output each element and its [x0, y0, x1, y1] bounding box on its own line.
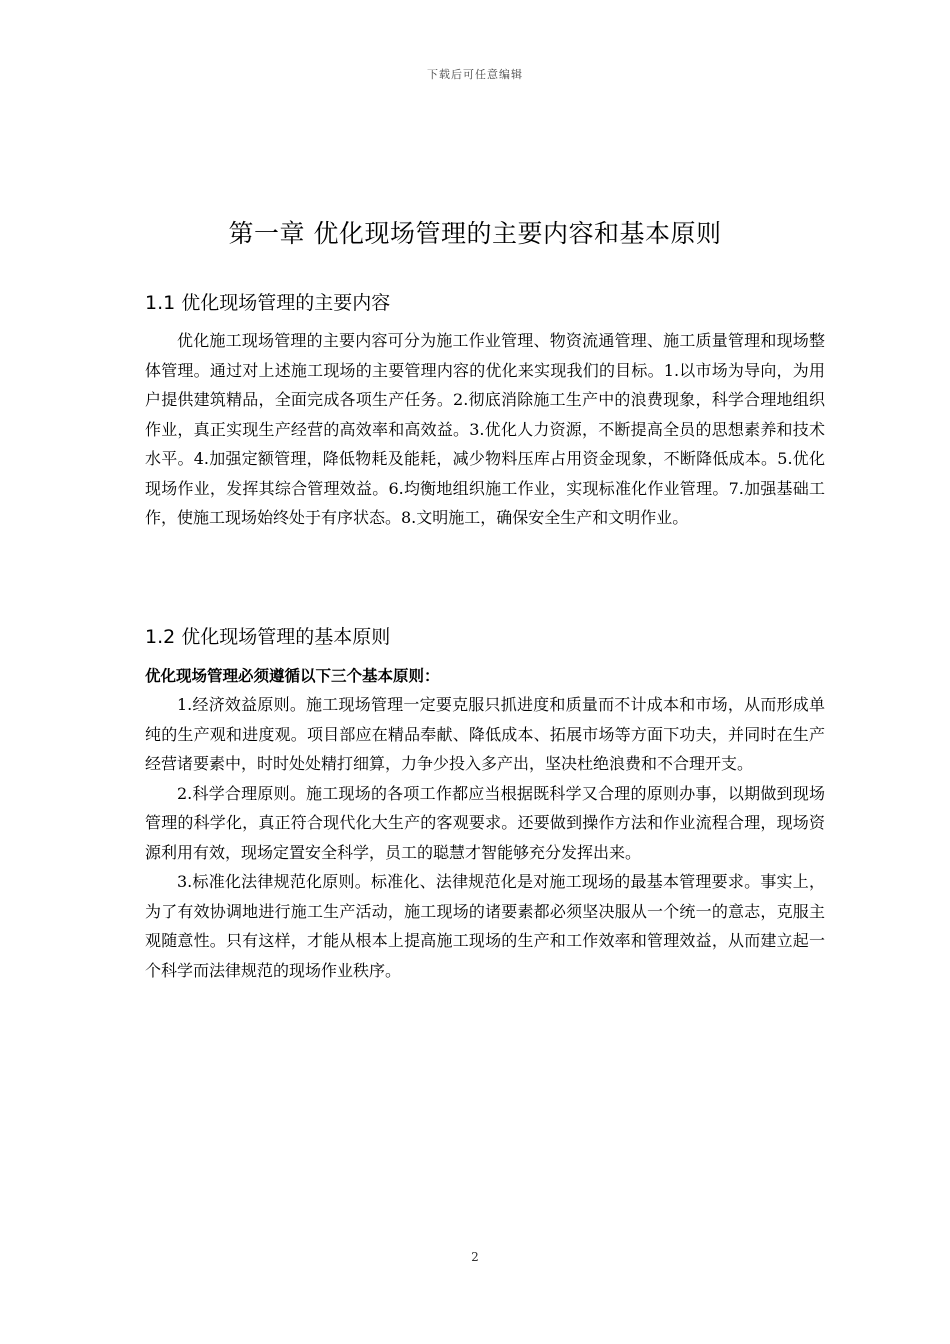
principles-lead: 优化现场管理必须遵循以下三个基本原则： [145, 667, 440, 685]
section-1-2-body [145, 690, 825, 985]
header-note: 下载后可任意编辑 [427, 68, 523, 81]
principle-paragraph-2: 2.科学合理原则。施工现场的各项工作都应当根据既科学又合理的原则办事，以期做到现场管理的科学化，真正符合现代化大生产的客观要求。还要做到操作方法和作业流程合理，现场资源利用有效，现场定置安全科学，员工的聪慧才智能够充分发挥出来。 [145, 783, 825, 862]
page-number: 2 [471, 1250, 479, 1264]
section-1-1-paragraph: 优化施工现场管理的主要内容可分为施工作业管理、物资流通管理、施工质量管理和现场整体管理。通过对上述施工现场的主要管理内容的优化来实现我们的目标。1.以市场为导向，为用户提供建筑精品，全面完成各项生产任务。2.彻底消除施工生产中的浪费现象，科学合理地组织作业，真正实现生产经营的高效率和高效益。3.优化人力资源，不断提高全员的思想素养和技术水平。4.加强定额管理，降低物耗及能耗，减少物料压库占用资金现象，不断降低成本。5.优化现场作业，发挥其综合管理效益。6.均衡地组织施工作业，实现标准化作业管理。7.加强基础工作，使施工现场始终处于有序状态。8.文明施工，确保安全生产和文明作业。 [145, 331, 825, 527]
section-heading-1-2: 1.2 优化现场管理的基本原则 [145, 626, 391, 648]
chapter-title: 第一章 优化现场管理的主要内容和基本原则 [228, 219, 722, 248]
principle-paragraph-1: 1.经济效益原则。施工现场管理一定要克服只抓进度和质量而不计成本和市场，从而形成单纯的生产观和进度观。项目部应在精品奉献、降低成本、拓展市场等方面下功夫，并同时在生产经营诸要素中，时时处处精打细算，力争少投入多产出，坚决杜绝浪费和不合理开支。 [145, 695, 825, 773]
section-1-1-body [145, 326, 825, 533]
principle-paragraph-3: 3.标准化法律规范化原则。标准化、法律规范化是对施工现场的最基本管理要求。事实上，为了有效协调地进行施工生产活动，施工现场的诸要素都必须坚决服从一个统一的意志，克服主观随意性。只有这样，才能从根本上提高施工现场的生产和工作效率和管理效益，从而建立起一个科学而法律规范的现场作业秩序。 [145, 872, 825, 980]
section-heading-1-1: 1.1 优化现场管理的主要内容 [145, 292, 391, 314]
